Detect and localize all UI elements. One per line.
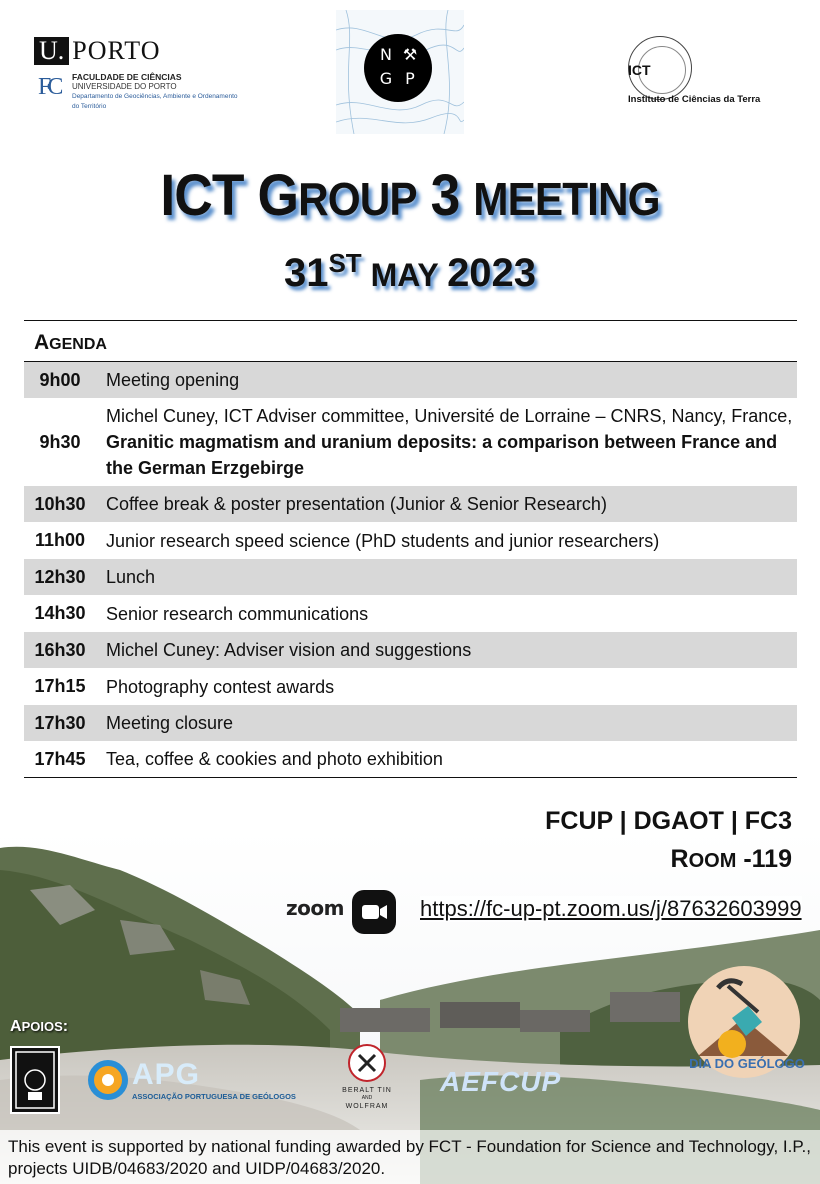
aefcup-logo: AEFCUP [440,1066,562,1097]
agenda-row [24,486,797,522]
university-name: UNIVERSIDADE DO PORTO [72,82,177,91]
agenda-time: 9h00 [39,369,81,390]
ngp-circle [364,34,432,102]
sponsors-heading [10,1018,68,1036]
agenda-time: 14h30 [34,603,86,623]
crossed-hammers-icon [348,1044,386,1082]
agenda-time: 11h00 [34,530,86,550]
agenda-row [24,741,797,777]
agenda-text: Lunch [106,567,156,587]
date-month: MAY [361,257,448,293]
title-part: MEETING [473,173,660,225]
event-date [0,248,820,296]
room-number: -119 [736,845,792,873]
apg-wordmark: APG [132,1058,201,1091]
faculty-name: FACULDADE DE CIÊNCIAS [72,72,182,82]
venue-room [545,840,792,880]
agenda-heading-initial: A [34,331,50,354]
agenda-text: Senior research communications [106,603,369,624]
agenda-text: Meeting opening [106,370,240,390]
beralt-logo [332,1044,402,1116]
agenda-text: Michel Cuney: Adviser vision and suggestions [106,640,472,660]
ict-name: Instituto de Ciências da Terra [628,94,761,105]
agenda-time: 16h30 [34,639,86,660]
department-name: Departamento de Geociências, Ambiente e Ordenamento do Território [72,93,238,110]
agenda-heading [24,321,797,362]
date-year: 2023 [447,251,537,295]
agenda-text: Junior research speed science (PhD students and junior researchers) [106,530,660,551]
ict-short: ICT [628,62,651,78]
agenda-text: Tea, coffee & cookies and photo exhibition [106,749,443,769]
zoom-wordmark: zoom [286,896,344,920]
beralt-and: AND [361,1095,373,1101]
apg-logo [88,1058,294,1106]
sponsors-heading-colon: : [62,1018,69,1035]
agenda-text: Photography contest awards [106,676,335,697]
room-initial: R [670,845,689,873]
date-day: 31 [283,251,329,295]
agenda-row [24,398,797,486]
apg-ring-icon [88,1060,128,1100]
agenda-row [24,595,797,632]
uporto-logo [34,36,238,110]
agenda-heading-rest: GENDA [49,336,107,353]
ngp-letter: P [405,69,415,88]
ict-logo [624,36,794,116]
agenda-table [24,320,797,778]
agenda-time: 17h45 [34,748,86,769]
title-part: ROUP [298,173,417,225]
title-part: 3 [416,163,474,228]
agenda-row [24,705,797,741]
funding-statement: This event is supported by national funding awarded by FCT - Foundation for Science and Technology, I.P., projects UIDB/04683/2020 and UIDP/04683/2020. [8,1137,811,1178]
fc-mark: FC [38,74,60,100]
agenda-text: Meeting closure [106,713,234,733]
agenda-time: 17h30 [34,712,86,733]
agenda-time: 10h30 [34,493,86,514]
zoom-meeting-link[interactable]: https://fc-up-pt.zoom.us/j/87632603999 [420,896,802,921]
agenda-text: Michel Cuney, ICT Adviser committee, Université de Lorraine – CNRS, Nancy, France, [106,406,793,426]
venue-block [545,802,792,880]
agenda-time: 9h30 [39,431,81,452]
sponsors-heading-rest: POIOS [21,1019,63,1034]
dia-do-geologo-text: DIA DO GEÓLOGO [689,1056,805,1071]
sponsors-heading-initial: A [10,1018,22,1035]
agenda-text-block [96,403,797,481]
dia-do-geologo-logo [688,966,805,1106]
uporto-porto: PORTO [72,36,161,65]
funding-footer [0,1130,820,1184]
beralt-name: BERALT TIN [342,1087,392,1094]
zoom-camera-icon [352,890,396,934]
agenda-rule-bottom [24,777,797,778]
uporto-u: U. [34,37,69,65]
agenda-time: 12h30 [34,566,86,587]
title-part: ICT G [160,163,299,228]
venue-line: FCUP | DGAOT | FC3 [545,807,792,835]
agenda-row [24,668,797,705]
room-rest: OOM [688,850,737,872]
agenda-row [24,632,797,668]
hammer-icon: ⚒ [402,45,418,64]
ngp-logo [336,10,464,134]
page-title [33,162,787,229]
agenda-text: Coffee break & poster presentation (Junior & Senior Research) [106,494,607,514]
ngp-letter: N [380,45,392,64]
agenda-time: 17h15 [34,676,86,696]
date-suffix: ST [328,248,362,278]
geological-society-seal [10,1046,60,1114]
ngp-letter: G [379,69,393,88]
apg-subtitle: ASSOCIAÇÃO PORTUGUESA DE GEÓLOGOS [132,1092,296,1101]
beralt-wolfram: WOLFRAM [345,1103,389,1110]
agenda-row [24,559,797,595]
agenda-row [24,522,797,559]
fc-text [72,72,242,112]
agenda-talk-title: Granitic magmatism and uranium deposits: a comparison between France and the German Erzgebirge [106,432,778,478]
agenda-row [24,362,797,398]
